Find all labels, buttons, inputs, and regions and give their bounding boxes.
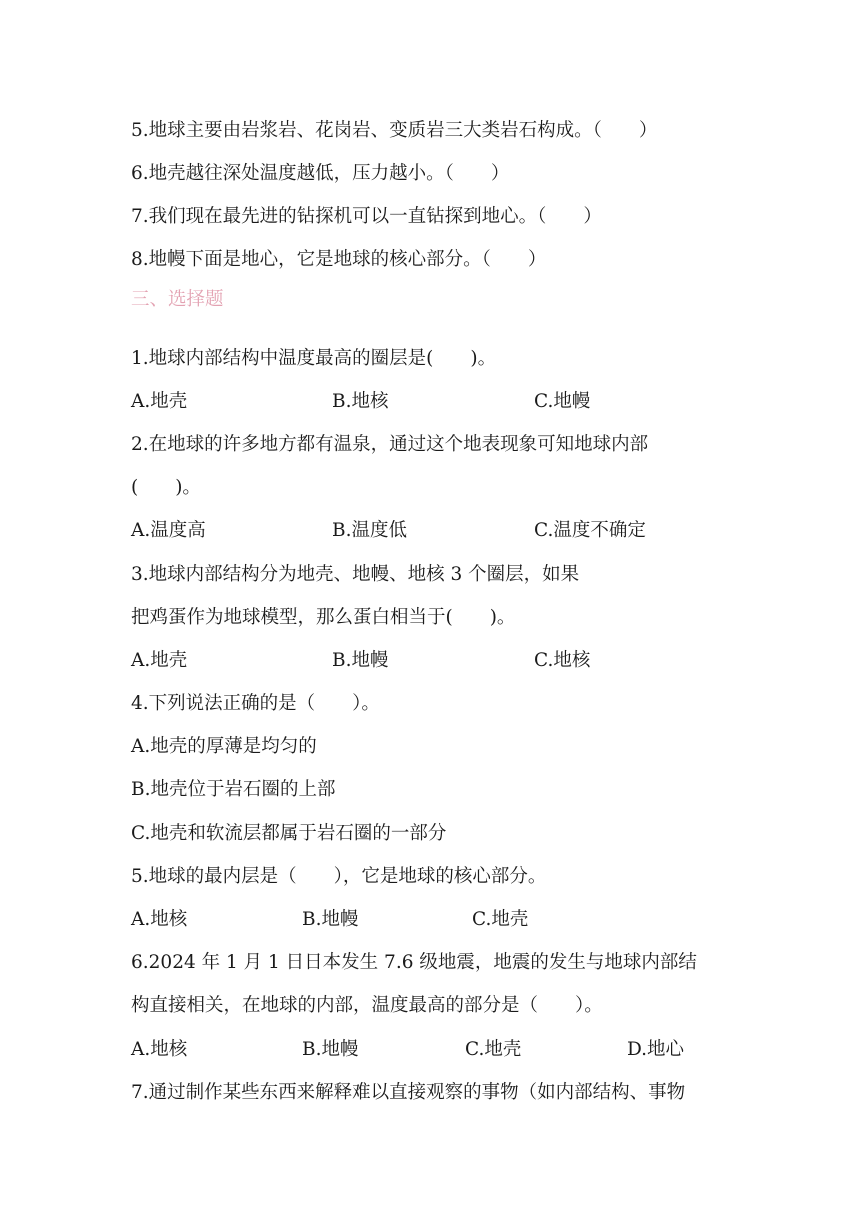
question-4-option-c: C.地壳和软流层都属于岩石圈的一部分 xyxy=(131,823,447,844)
question-6-stem-line-1: 6.2024 年 1 月 1 日日本发生 7.6 级地震，地震的发生与地球内部结 xyxy=(131,952,697,973)
question-4-option-b: B.地壳位于岩石圈的上部 xyxy=(131,779,336,800)
question-5-option-a: A.地核 xyxy=(131,909,188,930)
question-2-stem-line-1: 2.在地球的许多地方都有温泉，通过这个地表现象可知地球内部 xyxy=(131,434,649,455)
question-6-option-b: B.地幔 xyxy=(302,1039,359,1060)
question-6-option-d: D.地心 xyxy=(627,1039,685,1060)
question-2-option-a: A.温度高 xyxy=(131,520,206,541)
question-3-stem-line-2: 把鸡蛋作为地球模型，那么蛋白相当于( )。 xyxy=(131,607,516,628)
question-1-option-b: B.地核 xyxy=(332,391,389,412)
question-2-stem-line-2: ( )。 xyxy=(131,477,201,498)
question-4-stem: 4.下列说法正确的是（ ）。 xyxy=(131,693,380,714)
question-5-option-b: B.地幔 xyxy=(302,909,359,930)
question-3-option-b: B.地幔 xyxy=(332,650,389,671)
judgement-item-6: 6.地壳越往深处温度越低，压力越小。（ ） xyxy=(131,163,510,184)
question-2-option-c: C.温度不确定 xyxy=(534,520,646,541)
question-7-stem-line-1: 7.通过制作某些东西来解释难以直接观察的事物（如内部结构、事物 xyxy=(131,1082,686,1103)
judgement-item-5: 5.地球主要由岩浆岩、花岗岩、变质岩三大类岩石构成。（ ） xyxy=(131,120,658,141)
question-2-option-b: B.温度低 xyxy=(332,520,407,541)
question-5-stem: 5.地球的最内层是（ ），它是地球的核心部分。 xyxy=(131,866,547,887)
question-3-option-c: C.地核 xyxy=(534,650,591,671)
question-5-option-c: C.地壳 xyxy=(472,909,529,930)
question-6-stem-line-2: 构直接相关，在地球的内部，温度最高的部分是（ ）。 xyxy=(131,995,603,1016)
section-title: 三、选择题 xyxy=(131,289,224,310)
question-1-option-c: C.地幔 xyxy=(534,391,591,412)
question-3-option-a: A.地壳 xyxy=(131,650,188,671)
question-6-option-a: A.地核 xyxy=(131,1039,188,1060)
question-1-option-a: A.地壳 xyxy=(131,391,188,412)
question-6-option-c: C.地壳 xyxy=(465,1039,522,1060)
question-4-option-a: A.地壳的厚薄是均匀的 xyxy=(131,736,317,757)
question-3-stem-line-1: 3.地球内部结构分为地壳、地幔、地核 3 个圈层，如果 xyxy=(131,564,580,585)
judgement-item-7: 7.我们现在最先进的钻探机可以一直钻探到地心。（ ） xyxy=(131,206,602,227)
judgement-item-8: 8.地幔下面是地心，它是地球的核心部分。（ ） xyxy=(131,249,547,270)
question-1-stem: 1.地球内部结构中温度最高的圈层是( )。 xyxy=(131,348,497,369)
